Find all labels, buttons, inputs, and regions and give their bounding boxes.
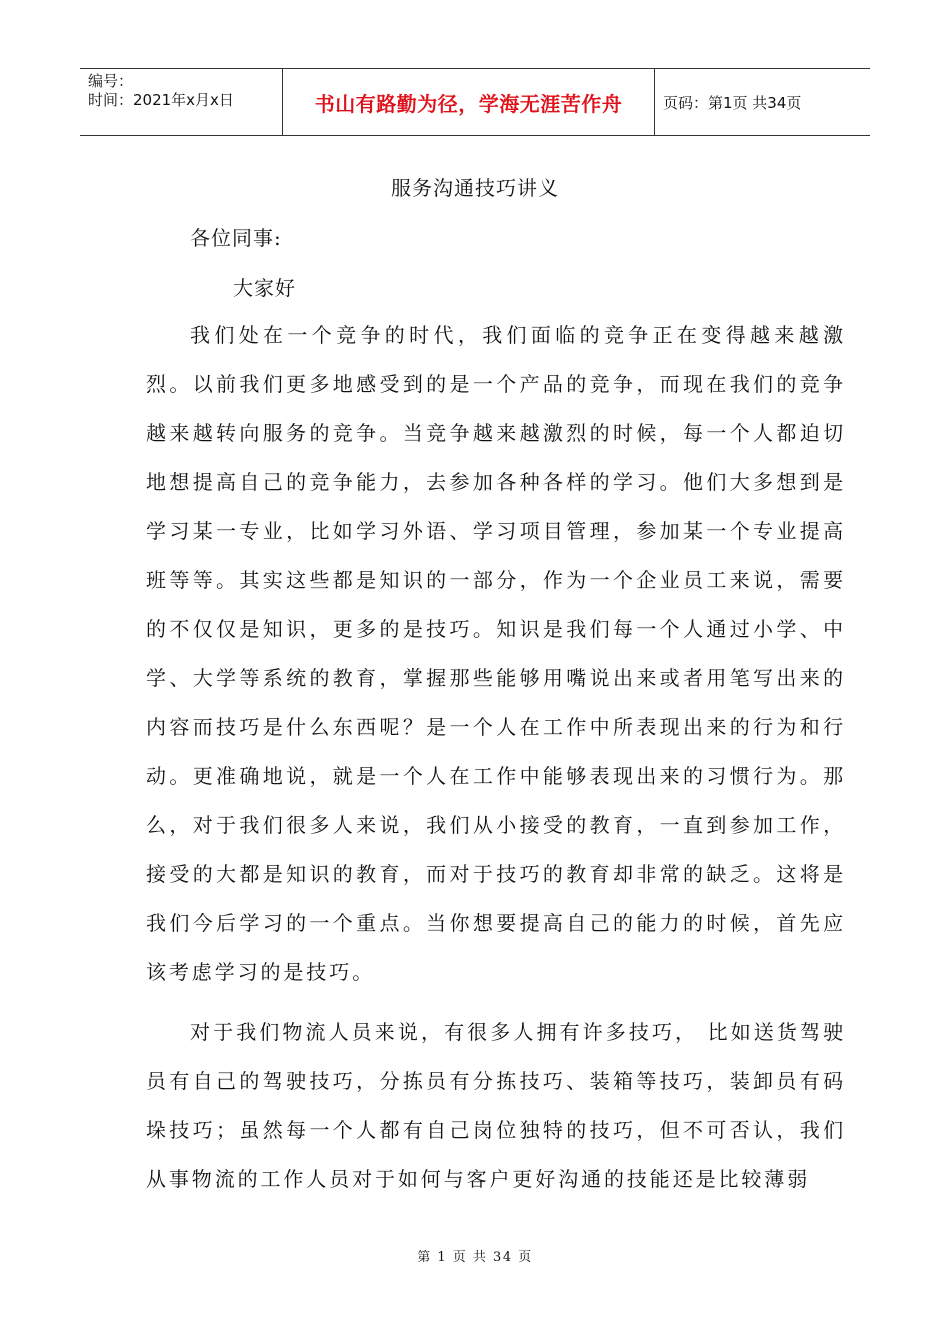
header-table — [80, 68, 870, 136]
body-paragraph-1: 我们处在一个竞争的时代，我们面临的竞争正在变得越来越激烈。以前我们更多地感受到的是一个产品的竞争，而现在我们的竞争越来越转向服务的竞争。当竞争越来越激烈的时候，每一个人都迫切地想提高自己的竞争能力，去参加各种各样的学习。他们大多想到是学习某一专业，比如学习外语、学习项目管理，参加某一个专业提高班等等。其实这些都是知识的一部分，作为一个企业员工来说，需要的不仅仅是知识，更多的是技巧。知识是我们每一个人通过小学、中学、大学等系统的教育，掌握那些能够用嘴说出来或者用笔写出来的内容而技巧是什么东西呢？是一个人在工作中所表现出来的行为和行动。更准确地说，就是一个人在工作中能够表现出来的习惯行为。那么，对于我们很多人来说，我们从小接受的教育，一直到参加工作，接受的大都是知识的教育，而对于技巧的教育却非常的缺乏。这将是我们今后学习的一个重点。当你想要提高自己的能力的时候，首先应该考虑学习的是技巧。 — [146, 323, 846, 984]
header-page-info: 页码：第1页 共34页 — [663, 93, 802, 112]
date-label: 时间：2021年x月x日 — [88, 91, 234, 109]
salutation: 各位同事: — [190, 226, 282, 250]
greeting: 大家好 — [233, 276, 296, 300]
serial-number-label: 编号： — [88, 72, 134, 90]
document-title: 服务沟通技巧讲义 — [391, 176, 559, 200]
header-motto: 书山有路勤为径，学海无涯苦作舟 — [283, 69, 655, 135]
page-footer: 第 1 页 共 34 页 — [417, 1250, 533, 1265]
body-paragraph-2: 对于我们物流人员来说，有很多人拥有许多技巧， 比如送货驾驶员有自己的驾驶技巧，分拣员有分拣技巧、装箱等技巧，装卸员有码垛技巧；虽然每一个人都有自己岗位独特的技巧，但不可否认，我们从事物流的工作人员对于如何与客户更好沟通的技能还是比较薄弱 — [146, 1020, 846, 1191]
header-meta-cell — [80, 69, 283, 135]
